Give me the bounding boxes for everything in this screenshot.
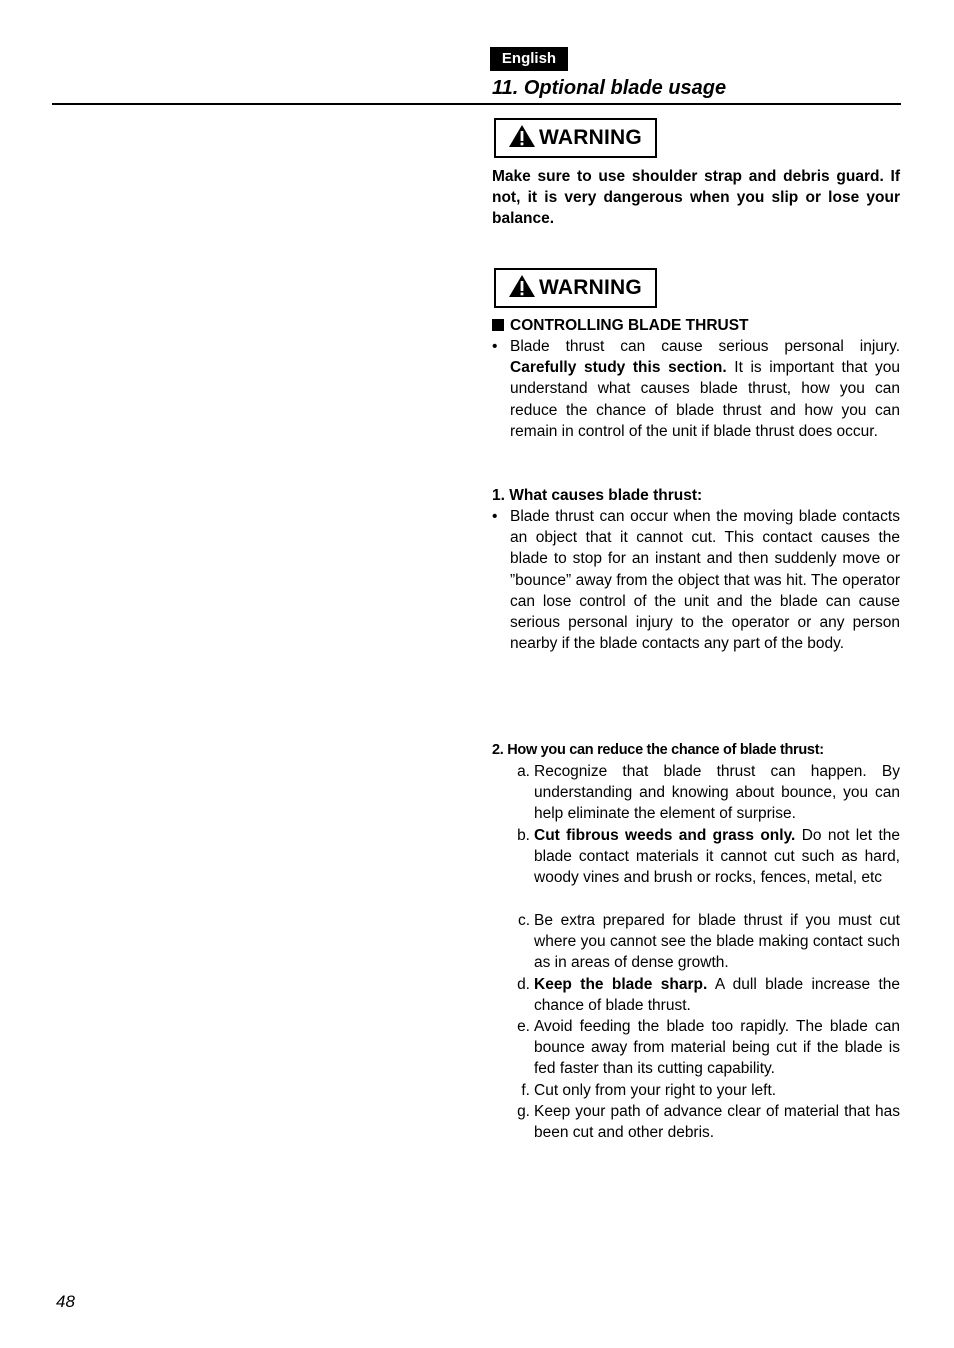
- warning-box-1: [494, 118, 657, 158]
- bullet-dot-icon: •: [492, 338, 498, 355]
- list-marker: d.: [517, 976, 530, 993]
- section-1-heading: 1. What causes blade thrust:: [492, 487, 703, 504]
- list-item-text: Do not let the blade contact materials it cannot cut such as hard, woody vines and brush or rocks, fences, metal, etc: [534, 827, 900, 887]
- section-title: 11. Optional blade usage: [492, 77, 727, 99]
- list-item-text: Cut only from your right to your left.: [534, 1082, 777, 1099]
- controlling-bullet: [492, 336, 900, 442]
- list-item-text: A dull blade increase the chance of blade thrust.: [534, 976, 900, 1015]
- controlling-heading-text: CONTROLLING BLADE THRUST: [510, 317, 749, 334]
- warning-label: WARNING: [539, 276, 642, 299]
- list-marker: a.: [517, 763, 530, 780]
- list-marker: e.: [517, 1018, 530, 1035]
- list-marker: b.: [517, 827, 530, 844]
- list-marker: f.: [521, 1082, 530, 1099]
- list-marker: g.: [517, 1103, 530, 1120]
- section-1-bullet: [492, 506, 900, 654]
- controlling-heading: [492, 315, 749, 336]
- section-1-bullet-text: Blade thrust can occur when the moving blade contacts an object that it cannot cut. This contact causes the blade to stop for an instant and then suddenly move or ”bounce” away from the object that was hit. The operator can lose control of the unit and the blade can cause serious personal injury to the operator or any person nearby if the blade contacts any part of the body.: [510, 508, 900, 653]
- warning-triangle-icon: [508, 124, 539, 153]
- list-item-c: [510, 910, 900, 974]
- warning-1-text: Make sure to use shoulder strap and debris guard. If not, it is very dangerous when you slip or lose your balance.: [492, 168, 900, 228]
- warning-box-2: [494, 268, 657, 308]
- square-bullet-icon: [492, 319, 504, 331]
- list-item-b: [510, 825, 900, 889]
- bullet-bold: Carefully study this section.: [510, 359, 727, 377]
- list-item-e: [510, 1016, 900, 1080]
- language-tab: English: [490, 47, 568, 71]
- list-item-a: [510, 761, 900, 825]
- section-2-heading: 2. How you can reduce the chance of blade thrust:: [492, 742, 824, 758]
- list-item-text: Keep your path of advance clear of material that has been cut and other debris.: [534, 1103, 900, 1142]
- bullet-rest: It is important that you understand what causes blade thrust, how you can reduce the chance of blade thrust and how you can remain in control of the unit if blade thrust does occur.: [510, 359, 900, 440]
- page-number: 48: [56, 1292, 75, 1311]
- list-item-text: Avoid feeding the blade too rapidly. The blade can bounce away from material being cut if the blade is fed faster than its cutting capability.: [534, 1018, 900, 1078]
- list-item-d: [510, 974, 900, 1016]
- warning-label: WARNING: [539, 126, 642, 149]
- header-rule: [52, 103, 901, 105]
- list-item-f: [510, 1080, 900, 1101]
- bullet-dot-icon: •: [492, 508, 498, 525]
- list-marker: c.: [517, 912, 530, 929]
- list-item-bold: Cut fibrous weeds and grass only.: [534, 827, 796, 844]
- list-item-bold: Keep the blade sharp.: [534, 976, 708, 993]
- list-item-text: Recognize that blade thrust can happen. By understanding and knowing about bounce, you can help eliminate the element of surprise.: [534, 763, 900, 823]
- bullet-lead: Blade thrust can cause serious personal injury.: [510, 338, 900, 355]
- warning-triangle-icon: [508, 274, 539, 303]
- list-item-g: [510, 1101, 900, 1143]
- list-item-text: Be extra prepared for blade thrust if you must cut where you cannot see the blade making contact such as in areas of dense growth.: [534, 912, 900, 972]
